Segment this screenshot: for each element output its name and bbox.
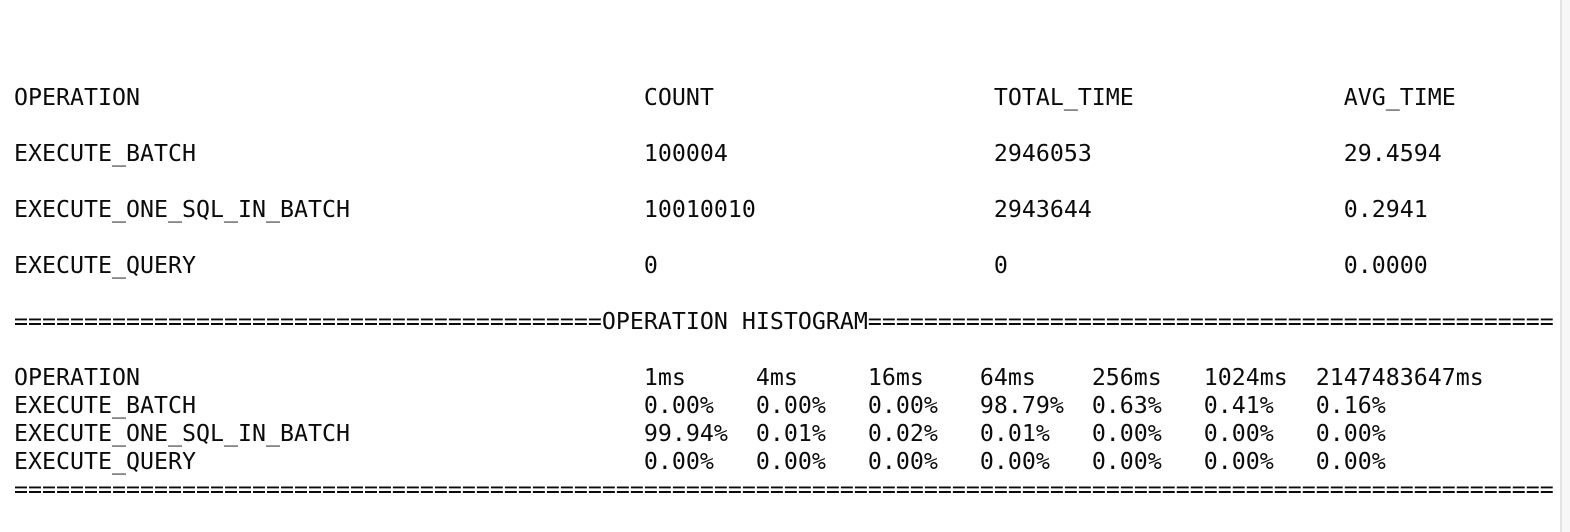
histogram-cell: 0.00% (1315, 448, 1386, 475)
histogram-separator (14, 308, 1554, 336)
summary-row (0, 140, 1570, 168)
histogram-cell: 0.02% (867, 420, 938, 447)
summary-header-row (0, 84, 1570, 112)
separator-left-fill: ========================================== (14, 308, 602, 335)
histogram-cell: 0.00% (1091, 448, 1162, 475)
histogram-col-header-1ms: 1ms (643, 364, 686, 391)
histogram-cell: 98.79% (979, 392, 1064, 419)
histogram-row (0, 420, 1570, 448)
summary-cell-avg-time: 0.2941 (1343, 196, 1428, 223)
histogram-cell: 0.00% (643, 448, 714, 475)
histogram-cell-operation: EXECUTE_BATCH (14, 392, 196, 419)
summary-cell-total-time: 2946053 (993, 140, 1092, 167)
histogram-cell: 0.00% (1203, 448, 1274, 475)
histogram-cell-operation: EXECUTE_ONE_SQL_IN_BATCH (14, 420, 350, 447)
histogram-cell-operation: EXECUTE_QUERY (14, 448, 196, 475)
histogram-cell: 0.00% (1315, 420, 1386, 447)
histogram-cell: 0.41% (1203, 392, 1274, 419)
histogram-cell: 0.00% (867, 392, 938, 419)
histogram-cell: 0.01% (755, 420, 826, 447)
summary-cell-count: 100004 (643, 140, 728, 167)
histogram-cell: 0.00% (643, 392, 714, 419)
summary-col-header-count: COUNT (643, 84, 714, 111)
separator-right-fill: ================================================= (867, 308, 1554, 335)
histogram-header-row (0, 364, 1570, 392)
summary-col-header-operation: OPERATION (14, 84, 140, 111)
summary-col-header-total-time: TOTAL_TIME (993, 84, 1134, 111)
histogram-section-title: OPERATION HISTOGRAM (601, 308, 868, 335)
summary-row (0, 252, 1570, 280)
histogram-col-header-4ms: 4ms (755, 364, 798, 391)
histogram-col-header-64ms: 64ms (979, 364, 1036, 391)
histogram-cell: 0.01% (979, 420, 1050, 447)
histogram-col-header-operation: OPERATION (14, 364, 140, 391)
histogram-cell: 0.00% (755, 392, 826, 419)
histogram-col-header-maxms: 2147483647ms (1315, 364, 1484, 391)
histogram-cell: 0.00% (1203, 420, 1274, 447)
summary-cell-count: 10010010 (643, 196, 756, 223)
histogram-row (0, 448, 1570, 476)
summary-cell-total-time: 0 (993, 252, 1008, 279)
summary-cell-total-time: 2943644 (993, 196, 1092, 223)
summary-row (0, 196, 1570, 224)
summary-col-header-avg-time: AVG_TIME (1343, 84, 1456, 111)
bottom-separator: ============================================================================================================== (14, 476, 1554, 503)
histogram-cell: 0.16% (1315, 392, 1386, 419)
scrollbar-track[interactable] (1560, 0, 1570, 532)
summary-cell-operation: EXECUTE_ONE_SQL_IN_BATCH (14, 196, 350, 223)
histogram-cell: 0.63% (1091, 392, 1162, 419)
histogram-cell: 0.00% (1091, 420, 1162, 447)
summary-cell-avg-time: 29.4594 (1343, 140, 1442, 167)
histogram-col-header-16ms: 16ms (867, 364, 924, 391)
histogram-cell: 0.00% (979, 448, 1050, 475)
bottom-separator-line (0, 476, 1570, 504)
histogram-col-header-1024ms: 1024ms (1203, 364, 1288, 391)
histogram-row (0, 392, 1570, 420)
summary-cell-operation: EXECUTE_BATCH (14, 140, 196, 167)
histogram-cell: 99.94% (643, 420, 728, 447)
summary-cell-avg-time: 0.0000 (1343, 252, 1428, 279)
histogram-col-header-256ms: 256ms (1091, 364, 1162, 391)
summary-cell-operation: EXECUTE_QUERY (14, 252, 196, 279)
histogram-cell: 0.00% (867, 448, 938, 475)
histogram-separator-line (0, 308, 1570, 336)
histogram-cell: 0.00% (755, 448, 826, 475)
summary-cell-count: 0 (643, 252, 658, 279)
